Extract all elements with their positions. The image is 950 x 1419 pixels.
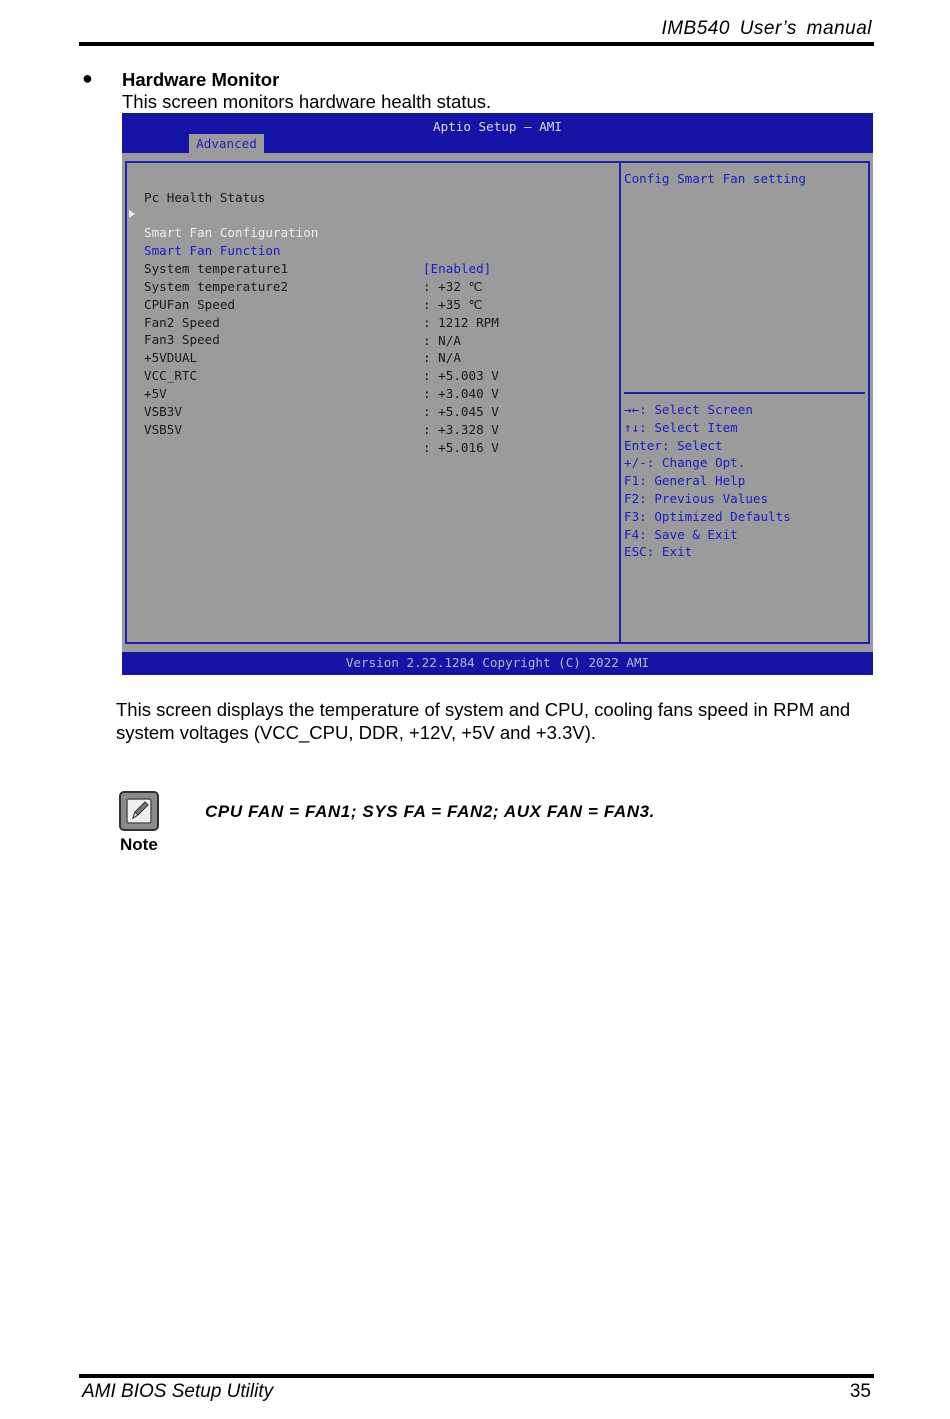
key-previous-values: F2: Previous Values — [624, 490, 769, 506]
manual-header-title: IMB540 User’s manual — [661, 18, 872, 39]
5vdual-row: +5VDUAL : +5.003 V — [144, 350, 499, 383]
header-rule — [79, 42, 874, 46]
footer-chapter-title: AMI BIOS Setup Utility — [82, 1381, 274, 1402]
bios-vertical-divider — [619, 161, 621, 644]
footer-rule — [79, 1374, 874, 1378]
page-number: 35 — [849, 1381, 871, 1402]
section-bullet: ● — [82, 68, 93, 88]
key-esc-exit: ESC: Exit — [624, 544, 693, 560]
key-optimized-defaults: F3: Optimized Defaults — [624, 508, 791, 524]
tab-advanced[interactable]: Advanced — [189, 134, 264, 153]
note-text: CPU FAN = FAN1; SYS FA = FAN2; AUX FAN = FAN3. — [205, 802, 656, 821]
section-title: Hardware Monitor — [122, 69, 280, 90]
vsb3v-row: VSB3V : +3.328 V — [144, 404, 499, 437]
key-save-exit: F4: Save & Exit — [624, 526, 738, 542]
help-description: Config Smart Fan setting — [624, 171, 806, 186]
fan3-speed-row: Fan3 Speed : N/A — [144, 332, 461, 365]
smart-fan-configuration-item[interactable]: Smart Fan Configuration — [144, 225, 319, 240]
bios-help-divider — [624, 392, 865, 394]
note-edit-icon — [119, 791, 159, 831]
system-temperature1-row: System temperature1 : +32 ℃ — [144, 261, 483, 294]
fan2-speed-row: Fan2 Speed : N/A — [144, 315, 461, 348]
key-enter-select: Enter: Select — [624, 437, 723, 453]
key-select-screen: →←: Select Screen — [624, 402, 753, 417]
bios-title: Aptio Setup – AMI — [433, 119, 562, 134]
section-description: This screen monitors hardware health status. — [122, 91, 492, 112]
bios-footer-bar — [122, 652, 873, 675]
submenu-arrow-icon — [129, 210, 135, 218]
system-temperature2-row: System temperature2 : +35 ℃ — [144, 279, 483, 312]
smart-fan-function-option[interactable]: Smart Fan Function [Enabled] — [144, 243, 492, 276]
vsb5v-row: VSB5V : +5.016 V — [144, 422, 499, 455]
key-select-item: ↑↓: Select Item — [624, 419, 738, 435]
note-label: Note — [120, 835, 158, 854]
smart-fan-function-value[interactable]: [Enabled] — [423, 261, 492, 276]
vcc-rtc-row: VCC_RTC : +3.040 V — [144, 368, 499, 401]
key-legend — [624, 401, 791, 561]
pc-health-status-heading: Pc Health Status — [144, 190, 266, 205]
cpufan-speed-row: CPUFan Speed : 1212 RPM — [144, 297, 499, 330]
key-general-help: F1: General Help — [624, 473, 746, 489]
body-paragraph: This screen displays the temperature of system and CPU, cooling fans speed in RPM and system voltages (VCC_CPU, DDR, +12V, +5V and +3.3V). — [116, 699, 851, 743]
bios-version: Version 2.22.1284 Copyright (C) 2022 AMI — [345, 655, 650, 670]
5v-row: +5V : +5.045 V — [144, 386, 499, 419]
bios-title-bar — [122, 113, 873, 153]
bios-screenshot — [122, 113, 873, 675]
key-change-opt: +/-: Change Opt. — [624, 455, 746, 471]
